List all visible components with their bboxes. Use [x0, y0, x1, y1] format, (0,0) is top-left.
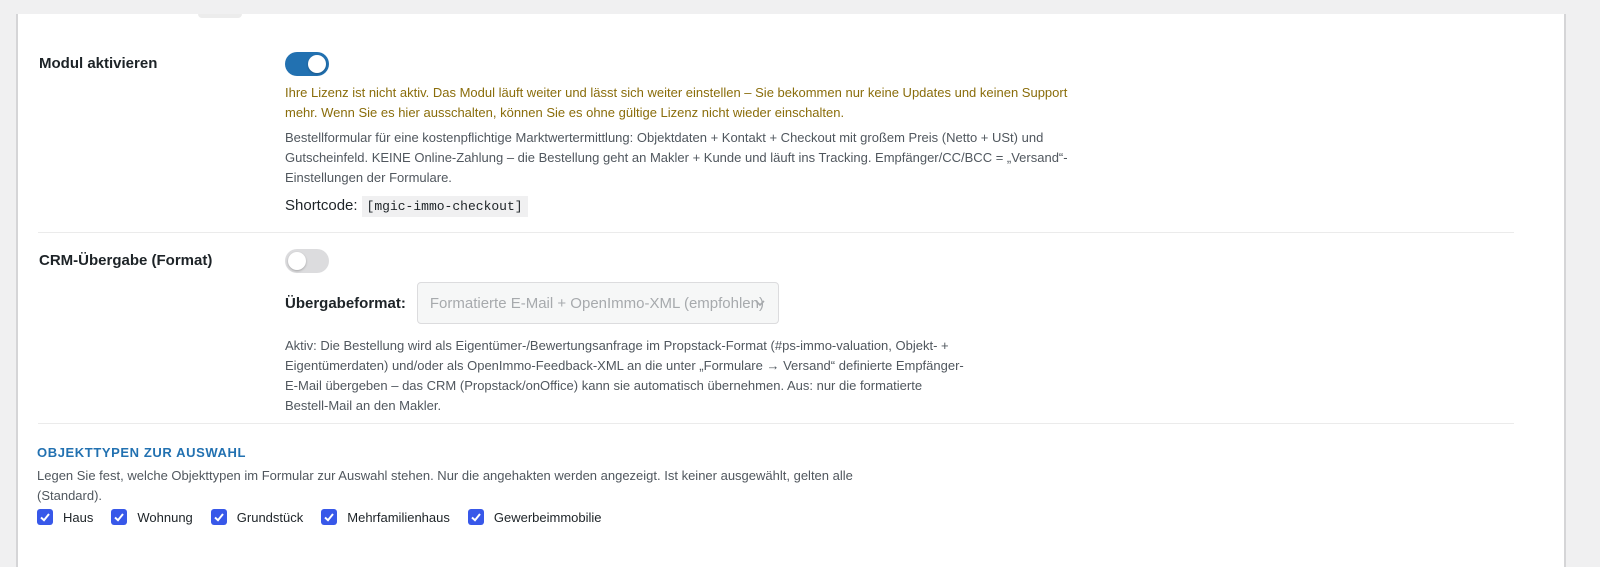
shortcode-line [285, 197, 1075, 214]
toggle-knob [308, 55, 326, 73]
checkbox-grundstueck[interactable] [211, 509, 303, 525]
checkbox-box[interactable] [37, 509, 53, 525]
object-types-checklist [37, 509, 620, 525]
license-warning: Ihre Lizenz ist nicht aktiv. Das Modul läuft weiter und lässt sich weiter einstellen – Sie bekommen nur keine Updates und keinen Support mehr. Wenn Sie es hier ausschalten, können Sie es ohne gültige Lizenz nicht wieder einschalten. [285, 85, 1068, 120]
module-toggle[interactable] [285, 52, 329, 76]
crm-toggle[interactable] [285, 249, 329, 273]
checkbox-wohnung[interactable] [111, 509, 192, 525]
format-select[interactable] [417, 282, 779, 324]
crm-description: Aktiv: Die Bestellung wird als Eigentümer-/Bewertungsanfrage im Propstack-Format (#ps-immo-valuation, Objekt- + Eigentümerdaten) und/oder als OpenImmo-Feedback-XML an die unter „Formulare → Versand“ definierte Empfänger-E-Mail übergeben – das CRM (Propstack/onOffice) kann sie automatisch übernehmen. Aus: nur die formatierte Bestell-Mail an den Makler. [285, 338, 964, 413]
checkmark-icon [470, 511, 482, 523]
object-types-heading: OBJEKTTYPEN ZUR AUSWAHL [37, 445, 247, 460]
checkbox-label: Grundstück [236, 509, 304, 525]
checkbox-box[interactable] [468, 509, 484, 525]
checkbox-box[interactable] [321, 509, 337, 525]
checkbox-gewerbeimmobilie[interactable] [468, 509, 602, 525]
crm-label: CRM-Übergabe (Format) [39, 252, 213, 269]
checkbox-box[interactable] [211, 509, 227, 525]
format-line [285, 282, 965, 324]
checkbox-label: Gewerbeimmobilie [493, 509, 602, 525]
checkmark-icon [39, 511, 51, 523]
module-content [285, 52, 1075, 214]
checkmark-icon [213, 511, 225, 523]
format-label: Übergabeformat: [285, 294, 406, 312]
crm-row [38, 232, 1514, 424]
module-description: Bestellformular für eine kostenpflichtige Marktwertermittlung: Objektdaten + Kontakt + Checkout mit großem Preis (Netto + USt) und Gutscheinfeld. KEINE Online-Zahlung – die Bestellung geht an Makler + Kunde und läuft ins Tracking. Empfänger/CC/BCC = „Versand“-Einstellungen der Formulare. [285, 130, 1068, 185]
checkbox-mehrfamilienhaus[interactable] [321, 509, 450, 525]
scrollbar-track[interactable] [1568, 14, 1600, 567]
module-label: Modul aktivieren [39, 55, 158, 72]
crm-content [285, 249, 965, 416]
checkbox-haus[interactable] [37, 509, 93, 525]
chevron-down-icon [754, 297, 766, 309]
checkbox-label: Mehrfamilienhaus [347, 509, 450, 525]
checkbox-box[interactable] [111, 509, 127, 525]
shortcode-label: Shortcode: [285, 197, 358, 214]
checkbox-label: Haus [63, 509, 94, 525]
format-select-value: Formatierte E-Mail + OpenImmo-XML (empfohlen) [429, 294, 764, 312]
checkmark-icon [323, 511, 335, 523]
toggle-knob [288, 252, 306, 270]
module-row [38, 14, 1514, 233]
checkbox-label: Wohnung [137, 509, 193, 525]
shortcode-code: [mgic-immo-checkout] [362, 196, 528, 217]
checkmark-icon [113, 511, 125, 523]
object-types-description: Legen Sie fest, welche Objekttypen im Formular zur Auswahl stehen. Nur die angehakten werden angezeigt. Ist keiner ausgewählt, gelten alle (Standard). [37, 468, 853, 503]
